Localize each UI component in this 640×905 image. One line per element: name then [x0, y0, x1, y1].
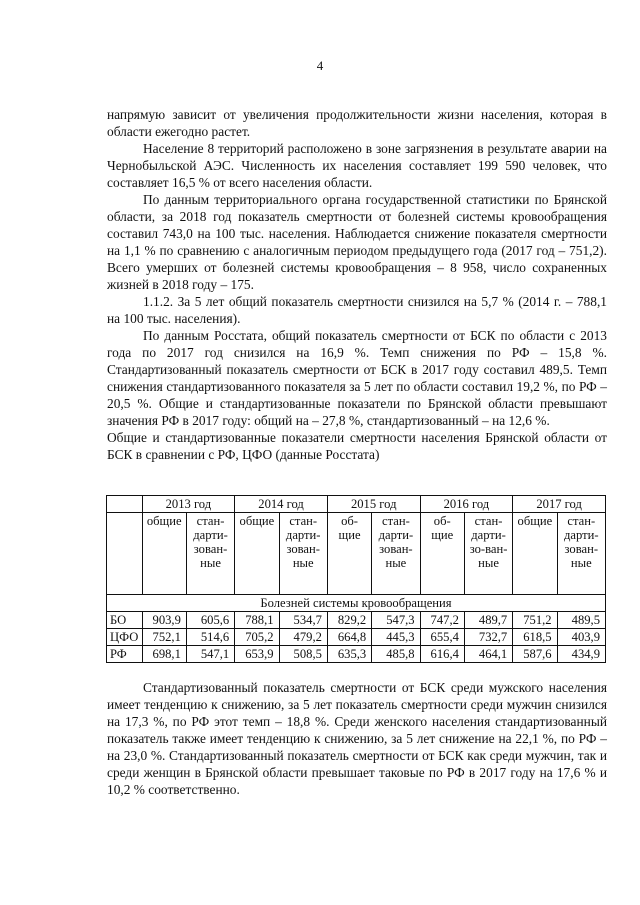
- body-text: [107, 106, 607, 463]
- table-band-row: [107, 595, 606, 612]
- value-cell: 618,5: [513, 629, 557, 646]
- value-cell: 653,9: [235, 646, 279, 663]
- subheader-cell: стан-дарти-зован-ные: [279, 513, 327, 595]
- value-cell: 489,5: [557, 612, 605, 629]
- table-row: [107, 629, 606, 646]
- value-cell: 635,3: [327, 646, 371, 663]
- table-row: [107, 612, 606, 629]
- value-cell: 788,1: [235, 612, 279, 629]
- value-cell: 829,2: [327, 612, 371, 629]
- subheader-cell: общие: [235, 513, 279, 595]
- value-cell: 547,1: [186, 646, 234, 663]
- value-cell: 464,1: [464, 646, 512, 663]
- row-label: ЦФО: [107, 629, 143, 646]
- subheader-cell: стан-дарти-зо-ван-ные: [464, 513, 512, 595]
- paragraph: По данным Росстата, общий показатель смертности от БСК по области с 2013 года по 2017 год снизился на 16,9 %. Темп снижения по РФ – 15,8 %. Стандартизованный показатель смертности от БСК в 2017 году составил 489,5. Темп снижения стандартизованного показателя за 5 лет по области составил 19,2 %, по РФ – 20,5 %. Общие и стандартизованные показатели по Брянской области превышают значения РФ в 2017 году: общий на – 27,8 %, стандартизованный – на 12,6 %.: [107, 328, 607, 428]
- value-cell: 485,8: [372, 646, 420, 663]
- table-corner-cell: [107, 496, 143, 513]
- table-corner-cell: [107, 513, 143, 595]
- subheader-cell: об-щие: [420, 513, 464, 595]
- subheader-cell: об-щие: [327, 513, 371, 595]
- value-cell: 752,1: [142, 629, 186, 646]
- page-number: 4: [316, 58, 324, 73]
- paragraph: 1.1.2. За 5 лет общий показатель смертности снизился на 5,7 % (2014 г. – 788,1 на 100 тыс. населения).: [107, 294, 607, 326]
- value-cell: 903,9: [142, 612, 186, 629]
- value-cell: 479,2: [279, 629, 327, 646]
- paragraph: По данным территориального органа государственной статистики по Брянской области, за 2018 год показатель смертности от болезней системы кровообращения составил 743,0 на 100 тыс. населения. Наблюдается снижение показателя смертности на 1,1 % по сравнению с аналогичным периодом предыдущего года (2017 год – 751,2). Всего умерших от болезней системы кровообращения – 8 958, число сохраненных жизней в 2018 году – 175.: [107, 192, 607, 292]
- year-header: 2016 год: [420, 496, 513, 513]
- band-label: Болезней системы кровообращения: [107, 595, 606, 612]
- year-header: 2017 год: [513, 496, 606, 513]
- value-cell: 587,6: [513, 646, 557, 663]
- subheader-cell: стан-дарти-зован-ные: [186, 513, 234, 595]
- year-header: 2014 год: [235, 496, 328, 513]
- value-cell: 514,6: [186, 629, 234, 646]
- mortality-table: [106, 495, 606, 663]
- subheader-cell: общие: [513, 513, 557, 595]
- subheader-cell: общие: [142, 513, 186, 595]
- row-label: РФ: [107, 646, 143, 663]
- value-cell: 547,3: [372, 612, 420, 629]
- value-cell: 732,7: [464, 629, 512, 646]
- paragraph: Население 8 территорий расположено в зоне загрязнения в результате аварии на Чернобыльской АЭС. Численность их населения составляет 199 590 человек, что составляет 16,5 % от всего населения области.: [107, 141, 607, 190]
- value-cell: 616,4: [420, 646, 464, 663]
- paragraph: Стандартизованный показатель смертности от БСК среди мужского населения имеет тенденцию к снижению, за 5 лет показатель смертности среди мужчин снизился на 17,3 %, по РФ этот темп – 18,8 %. Среди женского населения стандартизованный показатель также имеет тенденцию к снижению, за 5 лет снижение на 22,1 %, по РФ – на 23,0 %. Стандартизованный показатель смертности от БСК как среди мужчин, так и среди женщин в Брянской области превышает таковые по РФ в 2017 году на 17,6 % и 10,2 % соответственно.: [107, 680, 607, 797]
- value-cell: 508,5: [279, 646, 327, 663]
- subheader-cell: стан-дарти-зован-ные: [372, 513, 420, 595]
- value-cell: 664,8: [327, 629, 371, 646]
- value-cell: 534,7: [279, 612, 327, 629]
- table-row: [107, 646, 606, 663]
- value-cell: 698,1: [142, 646, 186, 663]
- row-label: БО: [107, 612, 143, 629]
- value-cell: 705,2: [235, 629, 279, 646]
- value-cell: 489,7: [464, 612, 512, 629]
- value-cell: 747,2: [420, 612, 464, 629]
- year-header: 2015 год: [327, 496, 420, 513]
- year-header: 2013 год: [142, 496, 235, 513]
- table-year-row: [107, 496, 606, 513]
- value-cell: 434,9: [557, 646, 605, 663]
- value-cell: 445,3: [372, 629, 420, 646]
- value-cell: 403,9: [557, 629, 605, 646]
- subheader-cell: стан-дарти-зован-ные: [557, 513, 605, 595]
- table-caption: Общие и стандартизованные показатели смертности населения Брянской области от БСК в сравнении с РФ, ЦФО (данные Росстата): [107, 430, 607, 462]
- paragraph: напрямую зависит от увеличения продолжительности жизни населения, которая в области ежегодно растет.: [107, 107, 607, 139]
- table-subheader-row: [107, 513, 606, 595]
- value-cell: 605,6: [186, 612, 234, 629]
- value-cell: 751,2: [513, 612, 557, 629]
- value-cell: 655,4: [420, 629, 464, 646]
- closing-text: [107, 679, 607, 798]
